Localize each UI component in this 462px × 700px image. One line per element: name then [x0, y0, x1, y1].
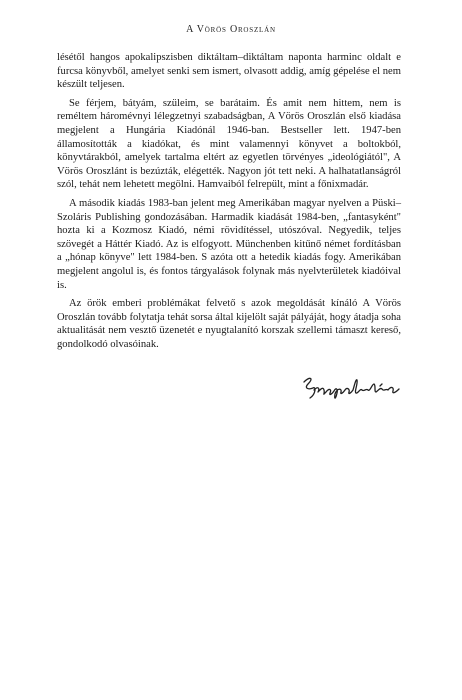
running-head-title: A Vörös Oroszlán [186, 24, 276, 35]
paragraph-1: lésétől hangos apokalipszisben diktáltam–diktáltam naponta harminc oldalt e furcsa könyvből, amelyet senki sem ismert, olvasott addig, amíg gépelése el nem készült teljesen. [57, 52, 401, 91]
paragraph-4: Az örök emberi problémákat felvető s azok megoldását kínáló A Vörös Oroszlán tovább folytatja tehát sorsa által kijelölt saját pályáját, hogy átadja soha aktualitását nem vesztő üzenetét e nyugtalanító korszak szellemi támaszt kereső, gondolkodó olvasóinak. [57, 298, 401, 350]
paragraph-3: A második kiadás 1983-ban jelent meg Amerikában magyar nyelven a Püski–Szoláris Publishing gondozásában. Harmadik kiadását 1984-ben, „fantasyként" hozta ki a Kozmosz Kiadó, némi rövidítéssel, utószóval. Negyedik, teljes szövegét a Háttér Kiadó. Az is elfogyott. Münchenben kitűnő német fordításban a „hónap könyve" lett 1984-ben. S azóta ott a hetedik kiadás fogy. Amerikában megjelent angolul is, és fontos tárgyalások folynak más nyelvterületek kiadóival is. [57, 197, 401, 291]
signature [296, 372, 408, 404]
body-text [57, 51, 401, 351]
paragraph-2: Se férjem, bátyám, szüleim, se barátaim. És amit nem hittem, nem is reméltem háromévnyi lélegzetnyi szabadságban, A Vörös Oroszlán első kiadása megjelent a Hungária Kiadónál 1946-ban. Bestseller lett. 1947-ben államosították a kiadókat, és mint valamennyi könyvet a boltokból, könyvtárakból, amelyek tartalma eltért az egyetlen törvényes „ideológiától", A Vörös Oroszlánt is bezúzták, elégették. Nagyon jót tett neki. A halhatatlanságról szól, tehát nem lehetett megölni. Hamvaiból felrepült, mint a főnixmadár. [57, 97, 401, 191]
